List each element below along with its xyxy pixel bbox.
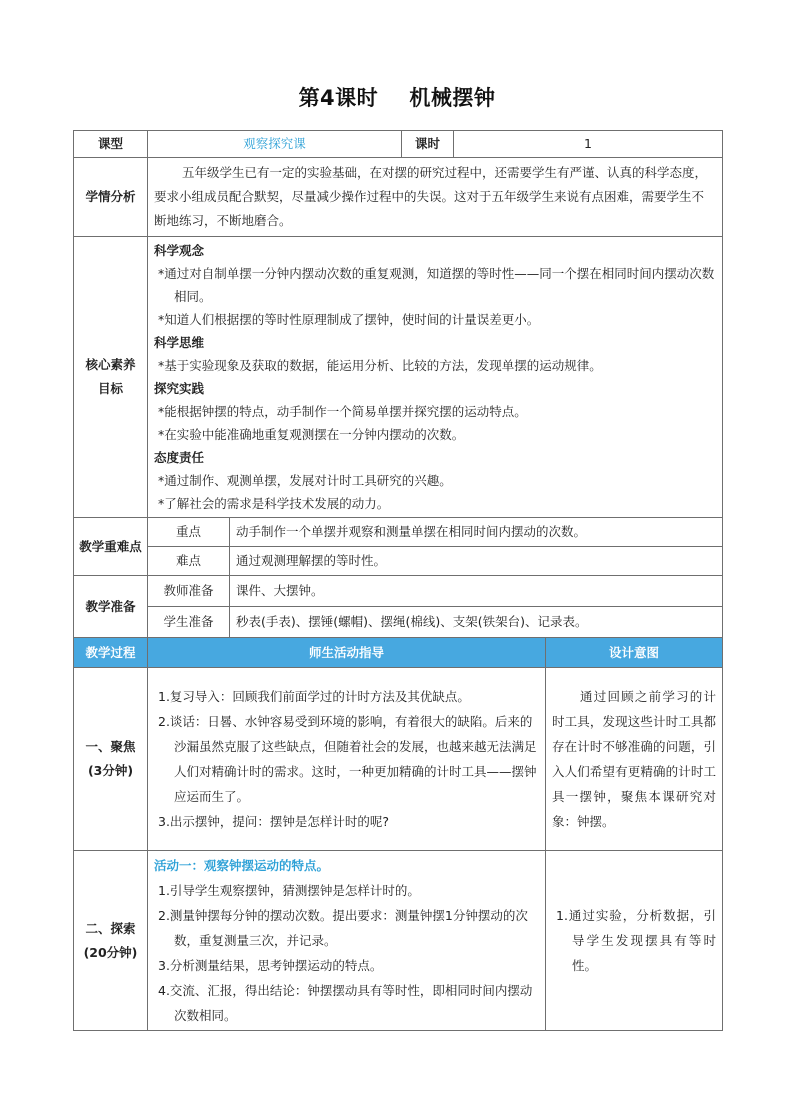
goal-item: *了解社会的需求是科学技术发展的动力。: [158, 496, 390, 511]
stage-focus-label: [74, 668, 148, 851]
lesson-plan-table: [73, 130, 723, 1031]
key-text: 动手制作一个单摆并观察和测量单摆在相同时间内摆动的次数。: [230, 518, 723, 547]
goals-label-line2: 目标: [97, 381, 123, 396]
analysis-label: 学情分析: [74, 158, 148, 237]
goal-item: *在实验中能准确地重复观测摆在一分钟内摆动的次数。: [158, 427, 465, 442]
process-header-stage: 教学过程: [74, 638, 148, 668]
difficult-text: 通过观测理解摆的等时性。: [230, 547, 723, 576]
goals-row: [74, 237, 723, 518]
analysis-row: [74, 158, 723, 237]
key-point-row: [74, 518, 723, 547]
goal-heading: 态度责任: [154, 450, 205, 465]
goal-item: *能根据钟摆的特点，动手制作一个简易单摆并探究摆的运动特点。: [158, 404, 527, 419]
goal-item: *知道人们根据摆的等时性原理制成了摆钟，使时间的计量误差更小。: [158, 312, 540, 327]
period-label: 课时: [402, 131, 454, 158]
goals-label-line1: 核心素养: [85, 357, 136, 372]
stage-explore-row: [74, 851, 723, 1031]
student-prep-text: 秒表(手表)、摆锤(螺帽)、摆绳(棉线)、支架(铁架台)、记录表。: [230, 607, 723, 638]
page-title: 第4课时 机械摆钟: [298, 86, 496, 110]
type-label: 课型: [74, 131, 148, 158]
stage-explore-label: [74, 851, 148, 1031]
stage-explore-duration: (20分钟): [83, 944, 138, 960]
teacher-prep-label: 教师准备: [148, 576, 230, 607]
process-header-activity: 师生活动指导: [148, 638, 546, 668]
activity-title: 活动一：观察钟摆运动的特点。: [154, 858, 330, 873]
stage-focus-duration: (3分钟): [87, 763, 134, 778]
student-prep-label: 学生准备: [148, 607, 230, 638]
process-step: 1.复习导入：回顾我们前面学过的计时方法及其优缺点。: [158, 689, 470, 704]
process-step: 2.谈话：日晷、水钟容易受到环境的影响，有着很大的缺陷。后来的沙漏虽然克服了这些缺点，但随着社会的发展，也越来越无法满足人们对精确计时的需求。这时，一种更加精确的计时工具——摆钟应运而生了。: [158, 714, 537, 804]
period-value: 1: [454, 131, 723, 158]
goal-heading: 探究实践: [154, 381, 205, 396]
goals-label: [74, 237, 148, 518]
stage-focus-row: [74, 668, 723, 851]
difficult-point-row: [74, 547, 723, 576]
key-points-label: 教学重难点: [74, 518, 148, 576]
type-row: [74, 131, 723, 158]
stage-focus-title: 一、聚焦: [85, 739, 136, 754]
difficult-label: 难点: [148, 547, 230, 576]
stage-explore-title: 二、探索: [85, 920, 136, 936]
preparation-label: 教学准备: [74, 576, 148, 638]
key-label: 重点: [148, 518, 230, 547]
analysis-text: 五年级学生已有一定的实验基础，在对摆的研究过程中，还需要学生有严谨、认真的科学态度，要求小组成员配合默契，尽量减少操作过程中的失误。这对于五年级学生来说有点困难，需要学生不断地练习，不断地磨合。: [154, 165, 708, 228]
goal-heading: 科学思维: [154, 335, 205, 350]
process-step: 2.测量钟摆每分钟的摆动次数。提出要求：测量钟摆1分钟摆动的次数，重复测量三次，并记录。: [158, 908, 528, 948]
process-header-intent: 设计意图: [546, 638, 723, 668]
design-intent: 通过回顾之前学习的计时工具，发现这些计时工具都存在计时不够准确的问题，引入人们希望有更精确的计时工具一摆钟，聚焦本课研究对象：钟摆。: [552, 689, 717, 829]
goal-heading: 科学观念: [154, 243, 205, 258]
teacher-prep-row: [74, 576, 723, 607]
process-step: 3.分析测量结果，思考钟摆运动的特点。: [158, 958, 383, 973]
process-step: 4.交流、汇报，得出结论：钟摆摆动具有等时性，即相同时间内摆动次数相同。: [158, 983, 533, 1023]
process-step: 1.引导学生观察摆钟，猜测摆钟是怎样计时的。: [158, 883, 420, 898]
goal-item: *通过制作、观测单摆，发展对计时工具研究的兴趣。: [158, 473, 452, 488]
process-header-row: [74, 638, 723, 668]
design-intent: 1.通过实验，分析数据，引导学生发现摆具有等时性。: [556, 908, 717, 973]
process-step: 3.出示摆钟，提问：摆钟是怎样计时的呢?: [158, 814, 390, 829]
teacher-prep-text: 课件、大摆钟。: [230, 576, 723, 607]
goal-item: *基于实验现象及获取的数据，能运用分析、比较的方法，发现单摆的运动规律。: [158, 358, 602, 373]
goal-item: *通过对自制单摆一分钟内摆动次数的重复观测，知道摆的等时性——同一个摆在相同时间内摆动次数相同。: [158, 266, 715, 304]
student-prep-row: [74, 607, 723, 638]
type-value: 观察探究课: [148, 131, 402, 158]
